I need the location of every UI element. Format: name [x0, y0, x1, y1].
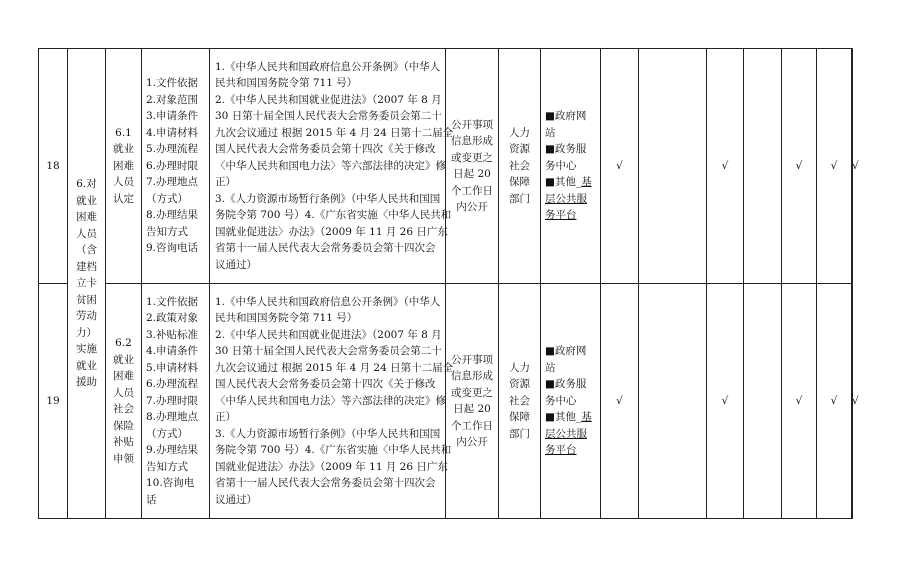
channel-text: 务中心 — [545, 394, 577, 407]
sub-item-code: 6.1 — [115, 126, 132, 139]
channel-text: 站 — [545, 361, 556, 374]
cell-line: 九次会议通过 根据 2015 年 4 月 24 日第十二届全 — [215, 126, 454, 139]
row-index: 18 — [46, 159, 60, 172]
cell-line: 援助 — [76, 376, 97, 389]
row-index-cell — [39, 284, 68, 519]
cell-line: 正） — [215, 411, 236, 424]
cell-line: 2.政策对象 — [146, 312, 199, 325]
cell-line: 保障 — [509, 411, 530, 424]
cell-line: 1.文件依据 — [146, 295, 199, 308]
check-cell — [639, 49, 707, 284]
channel-line — [545, 174, 596, 191]
check-mark: √ — [830, 159, 838, 172]
cell-line: 7.办理时限 — [146, 394, 199, 407]
channel-link-text: 层公共服 — [545, 427, 587, 440]
cell-line: 1.《中华人民共和国政府信息公开条例》（中华人 — [215, 60, 441, 73]
cell-line: 困难 — [113, 159, 134, 172]
cell-line: 话 — [146, 493, 157, 506]
cell-line: 申领 — [113, 452, 134, 465]
check-mark: √ — [852, 394, 859, 407]
cell-line: 30 日第十届全国人民代表大会常务委员会第二十 — [215, 110, 442, 123]
check-cell — [817, 49, 852, 284]
cell-line: 〈中华人民共和国电力法〉等六部法律的决定》修 — [215, 159, 446, 172]
channel-line — [545, 393, 596, 410]
cell-line: 信息形成 — [451, 370, 493, 382]
channel-text: 站 — [545, 126, 556, 139]
sub-item-code: 6.2 — [115, 337, 132, 349]
cell-line: （方式） — [146, 427, 188, 440]
cell-line: 5.办理流程 — [146, 143, 199, 156]
table-row — [39, 284, 853, 519]
cell-line: 公开事项 — [451, 118, 493, 131]
sub-item-cell — [106, 49, 142, 284]
cell-line: 〈中华人民共和国电力法〉等六部法律的决定》修 — [215, 394, 446, 407]
cell-line: 就业 — [76, 359, 97, 372]
cell-line: 30 日第十届全国人民代表大会常务委员会第二十 — [215, 345, 442, 358]
channel-text: ■政务服 — [545, 143, 587, 156]
cell-line: 3.《人力资源市场暂行条例》（中华人民共和国国 — [215, 192, 441, 205]
cell-line: 或变更之 — [451, 151, 493, 164]
cell-line: 省第十一届人民代表大会常务委员会第十四次会 — [215, 477, 436, 490]
check-cell — [744, 284, 782, 519]
channel-link-text: 基 — [581, 411, 592, 424]
cell-line: 10.咨询电 — [146, 477, 195, 490]
cell-line: 认定 — [113, 192, 134, 205]
check-mark: √ — [830, 394, 838, 407]
cell-line: 省第十一届人民代表大会常务委员会第十四次会 — [215, 242, 436, 255]
cell-line: 2.《中华人民共和国就业促进法》（2007 年 8 月 — [215, 93, 442, 106]
cell-line: 劳动 — [76, 310, 97, 323]
cell-line: 人员 — [76, 227, 97, 240]
cell-line: 就业 — [76, 194, 97, 207]
channel-line — [545, 360, 596, 377]
check-mark: √ — [852, 159, 859, 172]
check-cell — [782, 284, 817, 519]
check-mark: √ — [795, 394, 803, 407]
cell-line: 贫困 — [76, 293, 97, 306]
check-cell — [817, 284, 852, 519]
cell-line: 个工作日 — [451, 419, 493, 432]
cell-line: 告知方式 — [146, 225, 188, 238]
cell-line: 务院令第 700 号）4.《广东省实施〈中华人民共和 — [215, 444, 452, 457]
cell-line: 困难 — [76, 211, 97, 224]
cell-line: 务院令第 700 号）4.《广东省实施〈中华人民共和 — [215, 209, 452, 222]
cell-line: 内公开 — [456, 201, 488, 213]
cell-line: 2.《中华人民共和国就业促进法》（2007 年 8 月 — [215, 328, 442, 341]
channel-line — [545, 158, 596, 175]
cell-line: 议通过） — [215, 258, 257, 271]
cell-line: 社会 — [113, 403, 134, 415]
cell-line: 国就业促进法〉办法》（2009 年 11 月 26 日广东 — [215, 225, 448, 238]
channel-text: ■其他_ — [545, 176, 582, 189]
cell-line: 国人民代表大会常务委员会第十四次《关于修改 — [215, 378, 436, 391]
sub-item-cell — [106, 284, 142, 519]
channel-line — [545, 343, 596, 360]
cell-line: 九次会议通过 根据 2015 年 4 月 24 日第十二届全 — [215, 361, 454, 374]
channel-line — [545, 409, 596, 426]
channel-line — [545, 108, 596, 125]
cell-line: 9.办理结果 — [146, 444, 199, 457]
cell-line: 社会 — [509, 394, 530, 407]
table-row — [39, 49, 853, 284]
channel-text: 务中心 — [545, 159, 577, 172]
cell-line: 8.办理结果 — [146, 209, 199, 222]
cell-line: 内公开 — [456, 436, 488, 448]
check-mark: √ — [721, 394, 729, 407]
cell-line: 力） — [76, 326, 97, 339]
cell-line: 就业 — [113, 143, 134, 156]
check-mark: √ — [616, 159, 623, 172]
channel-text: ■政府网 — [545, 345, 587, 358]
row-index: 19 — [46, 394, 60, 407]
cell-line: 人员 — [113, 386, 134, 399]
disclosure-timing-cell — [446, 284, 499, 519]
cell-line: 或变更之 — [451, 386, 493, 399]
cell-line: 6.办理时限 — [146, 159, 199, 172]
cell-line: 保障 — [509, 176, 530, 189]
cell-line: 就业 — [113, 353, 134, 366]
cell-line: 民共和国国务院令第 711 号） — [215, 312, 358, 325]
cell-line: 告知方式 — [146, 460, 188, 473]
department-cell — [499, 49, 541, 284]
cell-line: 人力 — [509, 361, 530, 374]
row-index-cell — [39, 49, 68, 284]
check-cell — [852, 49, 859, 284]
channel-text: ■政府网 — [545, 110, 587, 123]
check-cell — [707, 49, 744, 284]
cell-line: 6.办理流程 — [146, 378, 199, 391]
cell-line: 1.文件依据 — [146, 77, 199, 90]
cell-line: 国就业促进法〉办法》（2009 年 11 月 26 日广东 — [215, 460, 448, 473]
cell-line: 个工作日 — [451, 184, 493, 197]
cell-line: 民共和国国务院令第 711 号） — [215, 77, 358, 90]
cell-line: 2.对象范围 — [146, 93, 199, 106]
check-cell — [601, 49, 639, 284]
check-mark: √ — [795, 159, 803, 172]
check-cell — [601, 284, 639, 519]
cell-line: 8.办理地点 — [146, 411, 199, 424]
channel-line — [545, 141, 596, 158]
cell-line: 人力 — [509, 126, 530, 139]
cell-line: 9.咨询电话 — [146, 242, 199, 255]
cell-line: 公开事项 — [451, 353, 493, 366]
check-cell — [707, 284, 744, 519]
cell-line: 立卡 — [76, 277, 97, 290]
cell-line: 议通过） — [215, 493, 257, 506]
cell-line: （方式） — [146, 192, 188, 205]
cell-line: 1.《中华人民共和国政府信息公开条例》（中华人 — [215, 295, 441, 308]
cell-line: 3.申请条件 — [146, 110, 199, 123]
cell-line: 人员 — [113, 176, 134, 189]
cell-line: 实施 — [76, 343, 97, 356]
check-cell — [782, 49, 817, 284]
channels-cell — [541, 284, 601, 519]
check-cell — [639, 284, 707, 519]
cell-line: 正） — [215, 176, 236, 189]
cell-line: （含 — [76, 244, 97, 257]
check-cell — [744, 49, 782, 284]
cell-line: 3.《人力资源市场暂行条例》（中华人民共和国国 — [215, 427, 441, 440]
cell-line: 日起 20 — [453, 403, 491, 415]
cell-line: 建档 — [76, 260, 97, 273]
cell-line: 社会 — [509, 159, 530, 172]
channel-line — [545, 125, 596, 142]
cell-line: 资源 — [509, 378, 530, 391]
cell-line: 困难 — [113, 370, 134, 382]
cell-line: 6.对 — [76, 178, 97, 191]
cell-line: 日起 20 — [453, 168, 491, 180]
channel-text: ■其他_ — [545, 411, 582, 424]
cell-line: 保险 — [113, 419, 134, 432]
legal-basis-cell — [210, 284, 454, 519]
disclosure-items-cell — [142, 284, 210, 519]
disclosure-timing-cell — [446, 49, 499, 284]
check-cell — [852, 284, 859, 519]
channel-link-text: 务平台 — [545, 444, 577, 457]
disclosure-items-cell — [142, 49, 210, 284]
legal-basis-cell — [210, 49, 454, 284]
cell-line: 部门 — [509, 192, 530, 205]
channel-link-text: 层公共服 — [545, 192, 587, 205]
check-mark: √ — [616, 394, 623, 407]
cell-line: 4.申请条件 — [146, 345, 199, 358]
check-mark: √ — [721, 159, 729, 172]
cell-line: 资源 — [509, 143, 530, 156]
channel-link-text: 务平台 — [545, 209, 577, 222]
cell-line: 5.申请材料 — [146, 361, 199, 374]
department-cell — [499, 284, 541, 519]
cell-line: 国人民代表大会常务委员会第十四次《关于修改 — [215, 143, 436, 156]
cell-line: 补贴 — [113, 436, 134, 448]
cell-line: 信息形成 — [451, 135, 493, 147]
cell-line: 3.补贴标准 — [146, 328, 199, 341]
category-cell — [68, 49, 106, 519]
channel-text: ■政务服 — [545, 378, 587, 391]
channels-cell — [541, 49, 601, 284]
cell-line: 4.申请材料 — [146, 126, 199, 139]
cell-line: 7.办理地点 — [146, 176, 199, 189]
cell-line: 部门 — [509, 427, 530, 440]
disclosure-table — [38, 48, 859, 519]
channel-line — [545, 376, 596, 393]
channel-link-text: 基 — [581, 176, 592, 189]
